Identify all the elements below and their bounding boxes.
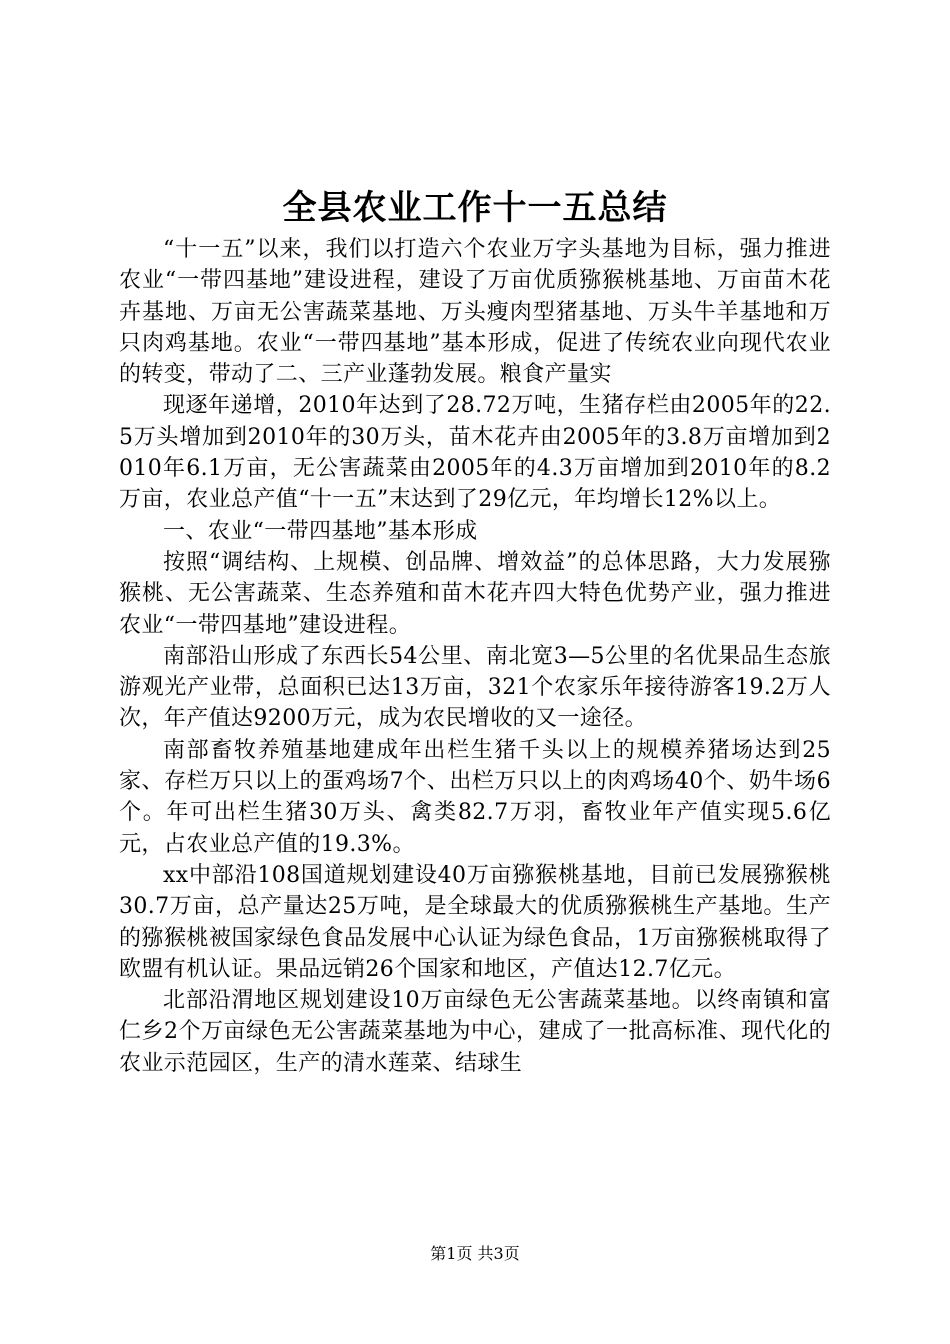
section-paragraph-livestock: 南部畜牧养殖基地建成年出栏生猪千头以上的规模养猪场达到25家、存栏万只以上的蛋鸡场7个、出栏万只以上的肉鸡场40个、奶牛场6个。年可出栏生猪30万头、禽类82.7万羽，畜牧业年产值实现5.6亿元，占农业总产值的19.3%。	[119, 737, 831, 857]
section-paragraph-vegetables: 北部沿渭地区规划建设10万亩绿色无公害蔬菜基地。以终南镇和富仁乡2个万亩绿色无公害蔬菜基地为中心，建成了一批高标准、现代化的农业示范园区，生产的清水莲菜、结球生	[119, 988, 831, 1076]
statistics-paragraph: 现逐年递增，2010年达到了28.72万吨，生猪存栏由2005年的22.5万头增加到2010年的30万头，苗木花卉由2005年的3.8万亩增加到2010年6.1万亩，无公害蔬菜由2005年的4.3万亩增加到2010年的8.2万亩，农业总产值“十一五”末达到了29亿元，年均增长12%以上。	[119, 393, 831, 513]
page-footer: 第1页 共3页	[430, 1244, 520, 1263]
section-heading: 一、农业“一带四基地”基本形成	[163, 518, 478, 544]
document-title: 全县农业工作十一五总结	[282, 188, 668, 228]
intro-paragraph: “十一五”以来，我们以打造六个农业万字头基地为目标，强力推进农业“一带四基地”建设进程，建设了万亩优质猕猴桃基地、万亩苗木花卉基地、万亩无公害蔬菜基地、万头瘦肉型猪基地、万头牛羊基地和万只肉鸡基地。农业“一带四基地”基本形成，促进了传统农业向现代农业的转变，带动了二、三产业蓬勃发展。粮食产量实	[119, 237, 831, 388]
document-body	[119, 234, 831, 1079]
section-paragraph-kiwi: xx中部沿108国道规划建设40万亩猕猴桃基地，目前已发展猕猴桃30.7万亩，总产量达25万吨，是全球最大的优质猕猴桃生产基地。生产的猕猴桃被国家绿色食品发展中心认证为绿色食品，1万亩猕猴桃取得了欧盟有机认证。果品远销26个国家和地区，产值达12.7亿元。	[119, 862, 831, 982]
section-paragraph-south-mountain: 南部沿山形成了东西长54公里、南北宽3—5公里的名优果品生态旅游观光产业带，总面积已达13万亩，321个农家乐年接待游客19.2万人次，年产值达9200万元，成为农民增收的又一途径。	[119, 643, 831, 732]
section-paragraph-approach: 按照“调结构、上规模、创品牌、增效益”的总体思路，大力发展猕猴桃、无公害蔬菜、生态养殖和苗木花卉四大特色优势产业，强力推进农业“一带四基地”建设进程。	[119, 549, 831, 638]
